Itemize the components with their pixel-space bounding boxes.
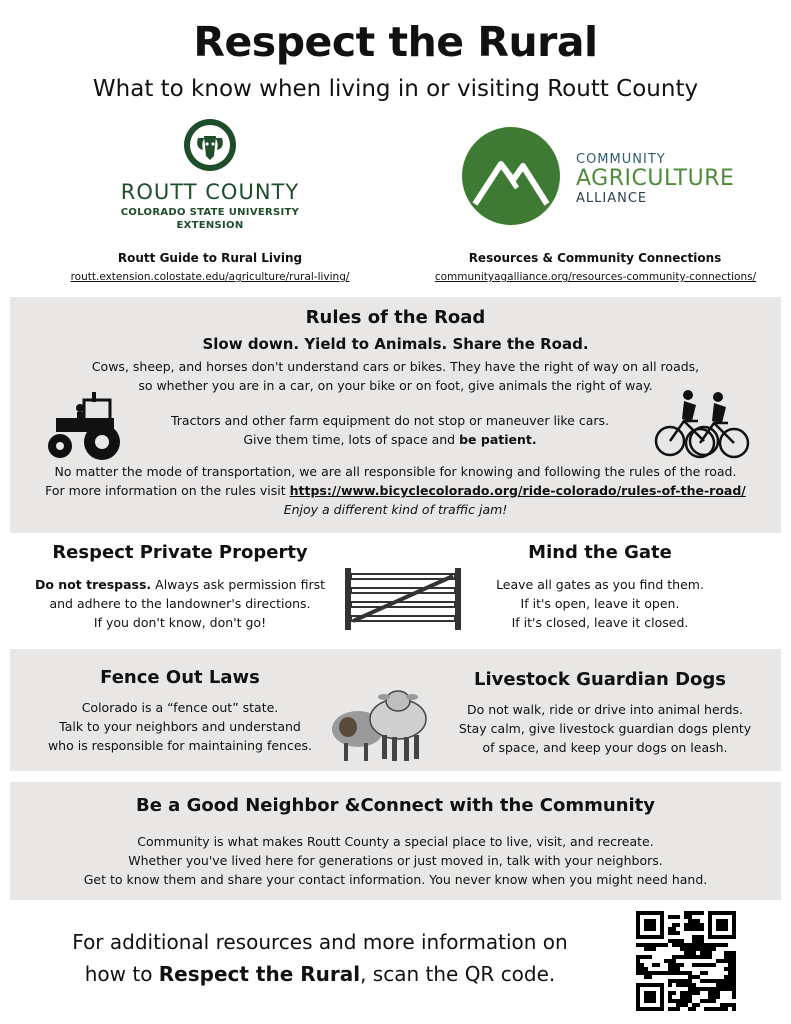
footer-respect-rural: Respect the Rural	[158, 962, 361, 986]
csu-extension: EXTENSION	[176, 220, 244, 231]
page-subtitle: What to know when living in or visiting Routt County	[92, 76, 699, 102]
tractor-line-2-text: Give them time, lots of space and	[243, 432, 460, 447]
road-line-1: Cows, sheep, and horses don't understand cars or bikes. They have the right of way on all roads,	[91, 359, 700, 374]
rules-line-2-text: For more information on the rules visit	[45, 483, 290, 498]
footer-line-2	[40, 962, 600, 986]
fence-heading: Fence Out Laws	[100, 667, 260, 688]
rules-line-2	[10, 481, 781, 500]
fence-line-1: Colorado is a “fence out” state.	[81, 700, 279, 715]
csu-logo	[95, 118, 325, 232]
caa-guide-title: Resources & Community Connections	[468, 251, 722, 265]
dogs-line-2: Stay calm, give livestock guardian dogs plenty	[458, 721, 752, 736]
property-line-1	[20, 575, 340, 594]
be-patient-text: be patient.	[459, 432, 537, 447]
csu-county-name: ROUTT COUNTY	[120, 180, 300, 204]
dogs-line-1: Do not walk, ride or drive into animal herds.	[466, 702, 744, 717]
rules-of-road-panel	[10, 297, 781, 533]
property-line-2: and adhere to the landowner's directions.	[49, 596, 311, 611]
property-heading: Respect Private Property	[52, 542, 308, 563]
gate-icon	[343, 566, 463, 632]
property-line-1-rest: Always ask permission first	[151, 577, 325, 592]
caa-guide-link[interactable]: communityagalliance.org/resources-community-connections/	[434, 271, 757, 283]
caa-community: COMMUNITY	[576, 152, 666, 167]
tractor-line-2	[150, 430, 630, 449]
sheep-icon	[328, 679, 440, 765]
fence-line-2: Talk to your neighbors and understand	[59, 719, 301, 734]
neighbor-line-1: Community is what makes Routt County a special place to live, visit, and recreate.	[137, 834, 654, 849]
bicycle-colorado-link[interactable]: https://www.bicyclecolorado.org/ride-colorado/rules-of-the-road/	[289, 483, 746, 498]
neighbor-line-2: Whether you've lived here for generations or just moved in, talk with your neighbors.	[128, 853, 663, 868]
tractor-line-1: Tractors and other farm equipment do not stop or maneuver like cars.	[170, 413, 610, 428]
neighbor-line-3: Get to know them and share your contact information. You never know when you might need hand.	[83, 872, 708, 887]
caa-alliance: ALLIANCE	[576, 191, 648, 206]
do-not-trespass-text: Do not trespass.	[34, 577, 152, 592]
dogs-heading: Livestock Guardian Dogs	[474, 669, 726, 690]
fence-dogs-panel	[10, 649, 781, 771]
footer-line-2a: how to	[84, 962, 159, 986]
caa-mountain-logo-icon	[461, 126, 561, 226]
neighbor-panel	[10, 782, 781, 900]
cyclists-icon	[654, 387, 750, 459]
tractor-icon	[36, 390, 130, 462]
gate-line-3: If it's closed, leave it closed.	[511, 615, 689, 630]
csu-university: COLORADO STATE UNIVERSITY	[120, 207, 300, 218]
footer-line-2c: , scan the QR code.	[360, 962, 556, 986]
csu-ram-logo-icon	[183, 118, 237, 172]
road-closing: Enjoy a different kind of traffic jam!	[283, 502, 508, 517]
rules-line-1: No matter the mode of transportation, we are all responsible for knowing and following the rules of the road.	[54, 464, 737, 479]
csu-guide-title: Routt Guide to Rural Living	[117, 251, 303, 265]
road-subheading: Slow down. Yield to Animals. Share the Road.	[202, 335, 589, 353]
property-line-3: If you don't know, don't go!	[93, 615, 267, 630]
footer-line-1: For additional resources and more information on	[72, 930, 568, 954]
road-heading: Rules of the Road	[305, 307, 486, 328]
csu-guide-link[interactable]: routt.extension.colostate.edu/agriculture/rural-living/	[70, 271, 350, 283]
gate-line-1: Leave all gates as you find them.	[496, 577, 704, 592]
gate-heading: Mind the Gate	[528, 542, 672, 563]
dogs-line-3: of space, and keep your dogs on leash.	[482, 740, 728, 755]
page-title: Respect the Rural	[193, 18, 598, 66]
fence-line-3: who is responsible for maintaining fences.	[47, 738, 313, 753]
caa-logo-text	[576, 152, 756, 206]
road-line-2: so whether you are in a car, on your bike or on foot, give animals the right of way.	[138, 378, 653, 393]
caa-agriculture: AGRICULTURE	[576, 166, 735, 191]
neighbor-heading: Be a Good Neighbor &Connect with the Community	[135, 795, 656, 816]
gate-line-2: If it's open, leave it open.	[520, 596, 680, 611]
qr-code-icon[interactable]	[636, 911, 736, 1011]
